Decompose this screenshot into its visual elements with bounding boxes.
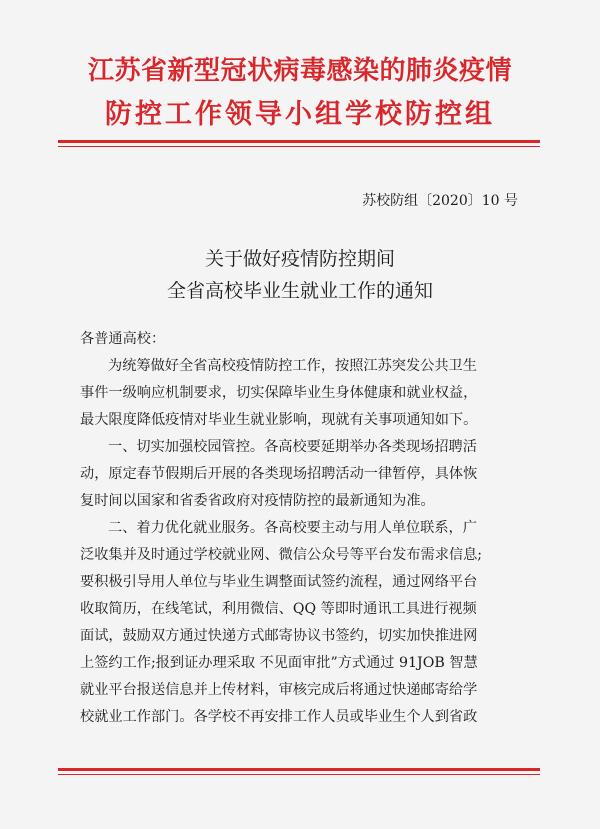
body-line: 动，原定春节假期后开展的各类现场招聘活动一律暂停，具体恢 <box>80 466 478 482</box>
document-title-line-1: 关于做好疫情防控期间 <box>204 248 395 270</box>
body-line: 二、着力优化就业服务。各高校要主动与用人单位联系，广 <box>108 520 477 536</box>
salutation: 各普通高校： <box>80 331 166 347</box>
document-body <box>80 326 530 731</box>
document-number: 苏校防组〔2020〕10 号 <box>362 193 518 209</box>
body-line: 一、切实加强校园管控。各高校要延期举办各类现场招聘活 <box>108 439 477 455</box>
body-line: 为统筹做好全省高校疫情防控工作，按照江苏突发公共卫生 <box>108 358 477 374</box>
body-line: 校就业工作部门。各学校不再安排工作人员或毕业生个人到省政 <box>80 709 478 725</box>
body-line: 要积极引导用人单位与毕业生调整面试签约流程，通过网络平台 <box>80 574 478 590</box>
body-line: 面试，鼓励双方通过快递方式邮寄协议书签约，切实加快推进网 <box>80 628 478 644</box>
header-rule-thick <box>58 140 540 143</box>
issuer-header-line-2: 防控工作领导小组学校防控组 <box>105 99 495 130</box>
issuer-header-line-1: 江苏省新型冠状病毒感染的肺炎疫情 <box>87 56 512 86</box>
body-line: 事件一级响应机制要求，切实保障毕业生身体健康和就业权益， <box>80 385 478 401</box>
body-line: 最大限度降低疫情对毕业生就业影响，现就有关事项通知如下。 <box>80 412 478 428</box>
body-line: 收取简历，在线笔试，利用微信、QQ 等即时通讯工具进行视频 <box>80 601 477 617</box>
body-line: 复时间以国家和省委省政府对疫情防控的最新通知为准。 <box>80 493 435 509</box>
header-rule-thin <box>58 146 540 147</box>
body-line: 泛收集并及时通过学校就业网、微信公众号等平台发布需求信息; <box>80 547 483 563</box>
document-title-line-2: 全省高校毕业生就业工作的通知 <box>166 280 433 302</box>
body-line: 就业平台报送信息并上传材料，审核完成后将通过快递邮寄给学 <box>80 682 478 698</box>
body-line: 上签约工作;报到证办理采取 不见面审批”方式通过 91JOB 智慧 <box>80 655 478 671</box>
footer-rule-thin <box>58 774 540 775</box>
footer-rule-thick <box>58 768 540 771</box>
